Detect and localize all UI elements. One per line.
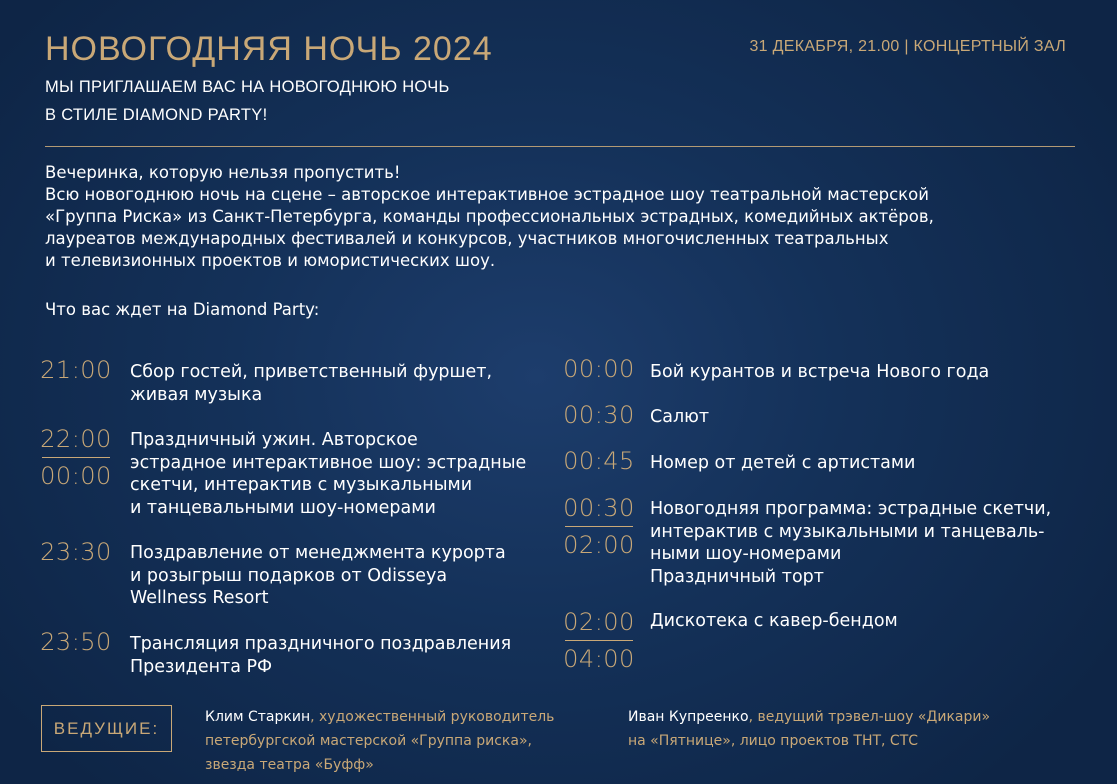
- host-1: [205, 705, 554, 777]
- host-1-role-line-2: петербургской мастерской «Группа риска»,: [205, 733, 532, 749]
- program-time: 00:30: [563, 401, 635, 429]
- host-2-role-line-2: на «Пятнице», лицо проектов ТНТ, СТС: [628, 733, 919, 749]
- host-2: [628, 705, 990, 753]
- program-time-start: 02:00: [563, 608, 635, 636]
- program-line: и танцевальными шоу-номерами: [130, 497, 436, 518]
- program-line: эстрадное интерактивное шоу: эстрадные: [130, 452, 527, 473]
- program-line: Сбор гостей, приветственный фуршет,: [130, 362, 493, 382]
- intro-line-3: «Группа Риска» из Санкт-Петербурга, команды профессиональных эстрадных, комедийных актёров,: [45, 207, 934, 226]
- program-time-start: 22:00: [40, 425, 112, 453]
- subtitle-line-2: В СТИЛЕ DIAMOND PARTY!: [45, 106, 268, 124]
- program-time-range: [561, 608, 637, 673]
- program-line: Президента РФ: [130, 656, 273, 677]
- intro-text: [45, 162, 1095, 272]
- subtitle: [45, 73, 450, 129]
- program-line: Праздничный ужин. Авторское: [130, 430, 418, 450]
- program-time-start: 00:30: [563, 494, 635, 522]
- program-description: [650, 361, 989, 384]
- intro-line-1: Вечеринка, которую нельзя пропустить!: [45, 163, 401, 182]
- intro-line-5: и телевизионных проектов и юмористических шоу.: [45, 251, 496, 270]
- program-line: Трансляция праздничного поздравления: [130, 634, 512, 654]
- hosts-label: ВЕДУЩИЕ:: [41, 705, 172, 752]
- program-time: 23:30: [40, 538, 112, 566]
- host-2-role: , ведущий трэвел-шоу «Дикари»: [748, 709, 991, 725]
- program-line: ными шоу-номерами: [650, 544, 842, 564]
- program-time-range: [561, 494, 637, 559]
- program-time-end: 04:00: [563, 645, 635, 673]
- host-1-name: Клим Старкин: [205, 709, 311, 725]
- program-description: [130, 542, 506, 610]
- page-title: НОВОГОДНЯЯ НОЧЬ 2024: [45, 30, 493, 68]
- program-line: скетчи, интерактив с музыкальными: [130, 475, 473, 495]
- program-time-range: [38, 425, 114, 490]
- program-time: 21:00: [40, 356, 112, 384]
- program-line: Номер от детей с артистами: [650, 453, 916, 473]
- host-1-role-line-3: звезда театра «Буфф»: [205, 757, 374, 773]
- program-time: 23:50: [40, 628, 112, 656]
- program-time-end: 02:00: [563, 531, 635, 559]
- program-description: [650, 610, 898, 633]
- program-time-end: 00:00: [40, 462, 112, 490]
- program-line: Поздравление от менеджмента курорта: [130, 543, 506, 563]
- program-line: Дискотека с кавер-бендом: [650, 611, 898, 631]
- program-description: [130, 633, 511, 678]
- program-description: [650, 452, 915, 475]
- what-awaits-heading: Что вас ждет на Diamond Party:: [45, 300, 320, 319]
- host-1-role: , художественный руководитель: [310, 709, 555, 725]
- program-line: Праздничный торт: [650, 566, 824, 587]
- intro-line-4: лауреатов международных фестивалей и конкурсов, участников многочисленных театральных: [45, 229, 889, 248]
- program-description: [130, 361, 492, 406]
- program-line: Wellness Resort: [130, 588, 269, 608]
- program-description: [650, 498, 1051, 588]
- program-line: живая музыка: [130, 384, 263, 405]
- time-divider: [42, 457, 110, 458]
- divider: [45, 146, 1075, 147]
- program-description: [650, 406, 709, 429]
- program-time: 00:00: [563, 355, 635, 383]
- program-line: Салют: [650, 407, 710, 427]
- program-line: Бой курантов и встреча Нового года: [650, 362, 990, 382]
- program-line: Новогодняя программа: эстрадные скетчи,: [650, 499, 1052, 519]
- time-divider: [565, 526, 633, 527]
- host-2-name: Иван Купреенко: [628, 709, 749, 725]
- program-line: и розыгрыш подарков от Odisseya: [130, 565, 448, 586]
- intro-line-2: Всю новогоднюю ночь на сцене – авторское интерактивное эстрадное шоу театральной мастерской: [45, 185, 929, 204]
- time-divider: [565, 640, 633, 641]
- program-line: интерактив с музыкальными и танцеваль-: [650, 521, 1045, 542]
- date-venue: 31 ДЕКАБРЯ, 21.00 | КОНЦЕРТНЫЙ ЗАЛ: [749, 38, 1066, 55]
- program-description: [130, 429, 526, 519]
- subtitle-line-1: МЫ ПРИГЛАШАЕМ ВАС НА НОВОГОДНЮЮ НОЧЬ: [45, 78, 450, 96]
- program-time: 00:45: [563, 447, 635, 475]
